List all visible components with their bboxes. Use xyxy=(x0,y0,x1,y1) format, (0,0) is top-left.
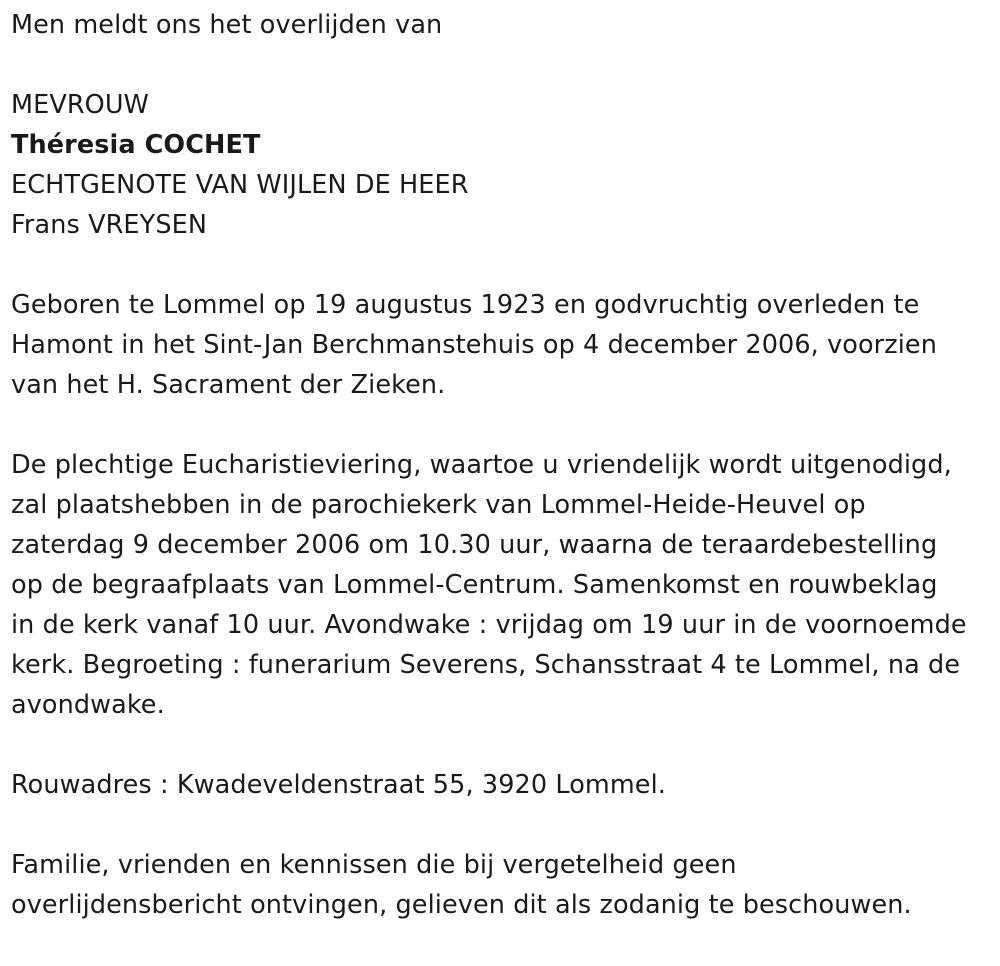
ceremony-paragraph xyxy=(11,445,996,725)
spacer xyxy=(11,245,996,285)
spouse-label: ECHTGENOTE VAN WIJLEN DE HEER xyxy=(11,170,469,200)
spacer xyxy=(11,725,996,765)
intro-line: Men meldt ons het overlijden van xyxy=(11,10,443,40)
spouse-name: Frans VREYSEN xyxy=(11,210,207,240)
paragraph-line: in de kerk vanaf 10 uur. Avondwake : vrijdag om 19 uur in de voornoemde xyxy=(11,610,967,640)
paragraph-line: Geboren te Lommel op 19 augustus 1923 en godvruchtig overleden te xyxy=(11,290,920,320)
paragraph-line: zal plaatshebben in de parochiekerk van Lommel-Heide-Heuvel op xyxy=(11,490,866,520)
spacer xyxy=(11,405,996,445)
paragraph-line: overlijdensbericht ontvingen, gelieven dit als zodanig te beschouwen. xyxy=(11,890,912,920)
paragraph-line: zaterdag 9 december 2006 om 10.30 uur, waarna de teraardebestelling xyxy=(11,530,938,560)
paragraph-line: van het H. Sacrament der Zieken. xyxy=(11,370,446,400)
deceased-name: Théresia COCHET xyxy=(11,130,261,160)
death-notice xyxy=(11,5,996,925)
birth-death-paragraph xyxy=(11,285,996,405)
paragraph-line: De plechtige Eucharistieviering, waartoe u vriendelijk wordt uitgenodigd, xyxy=(11,450,952,480)
spacer xyxy=(11,805,996,845)
closing-paragraph xyxy=(11,845,996,925)
title-label: MEVROUW xyxy=(11,90,149,120)
mourning-address: Rouwadres : Kwadeveldenstraat 55, 3920 Lommel. xyxy=(11,770,666,800)
paragraph-line: op de begraafplaats van Lommel-Centrum. Samenkomst en rouwbeklag xyxy=(11,570,938,600)
paragraph-line: Hamont in het Sint-Jan Berchmanstehuis op 4 december 2006, voorzien xyxy=(11,330,937,360)
paragraph-line: kerk. Begroeting : funerarium Severens, Schansstraat 4 te Lommel, na de xyxy=(11,650,961,680)
paragraph-line: Familie, vrienden en kennissen die bij vergetelheid geen xyxy=(11,850,737,880)
paragraph-line: avondwake. xyxy=(11,690,165,720)
spacer xyxy=(11,45,996,85)
